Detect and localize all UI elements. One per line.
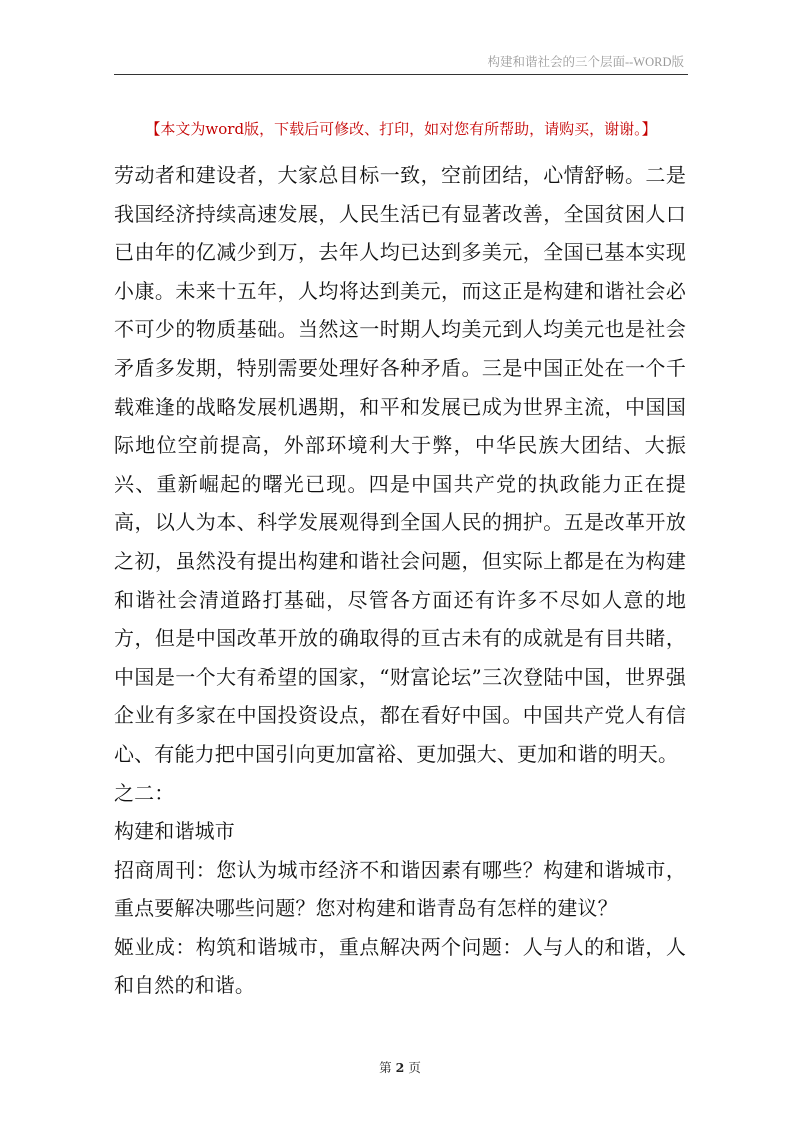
section-heading: 构建和谐城市 (114, 819, 235, 844)
interview-answer: 姬业成：构筑和谐城市，重点解决两个问题：人与人的和谐，人和自然的和谐。 (114, 934, 686, 998)
document-body (114, 156, 686, 1005)
page-suffix: 页 (408, 1060, 421, 1075)
section-label: 之二： (114, 780, 175, 805)
body-paragraph: 劳动者和建设者，大家总目标一致，空前团结，心情舒畅。二是我国经济持续高速发展，人民生活已有显著改善，全国贫困人口已由年的亿减少到万，去年人均已达到多美元，全国已基本实现小康。未来十五年，人均将达到美元，而这正是构建和谐社会必不可少的物质基础。当然这一时期人均美元到人均美元也是社会矛盾多发期，特别需要处理好各种矛盾。三是中国正处在一个千载难逢的战略发展机遇期，和平和发展已成为世界主流，中国国际地位空前提高，外部环境利大于弊，中华民族大团结、大振兴、重新崛起的曙光已现。四是中国共产党的执政能力正在提高，以人为本、科学发展观得到全国人民的拥护。五是改革开放之初，虽然没有提出构建和谐社会问题，但实际上都是在为构建和谐社会清道路打基础，尽管各方面还有许多不尽如人意的地方，但是中国改革开放的确取得的亘古未有的成就是有目共睹，中国是一个大有希望的国家，“财富论坛”三次登陆中国，世界强企业有多家在中国投资设点，都在看好中国。中国共产党人有信心、有能力把中国引向更加富裕、更加强大、更加和谐的明天。 (114, 163, 686, 766)
download-notice: 【本文为word版，下载后可修改、打印，如对您有所帮助，请购买，谢谢。】 (145, 120, 657, 138)
page-number: 2 (395, 1060, 405, 1075)
running-header: 构建和谐社会的三个层面--WORD版 (487, 55, 684, 69)
page-prefix: 第 (379, 1060, 392, 1075)
interview-question: 招商周刊：您认为城市经济不和谐因素有哪些？构建和谐城市，重点要解决哪些问题？您对构建和谐青岛有怎样的建议？ (114, 857, 686, 921)
page-footer (0, 1058, 800, 1076)
header-divider (114, 74, 688, 75)
